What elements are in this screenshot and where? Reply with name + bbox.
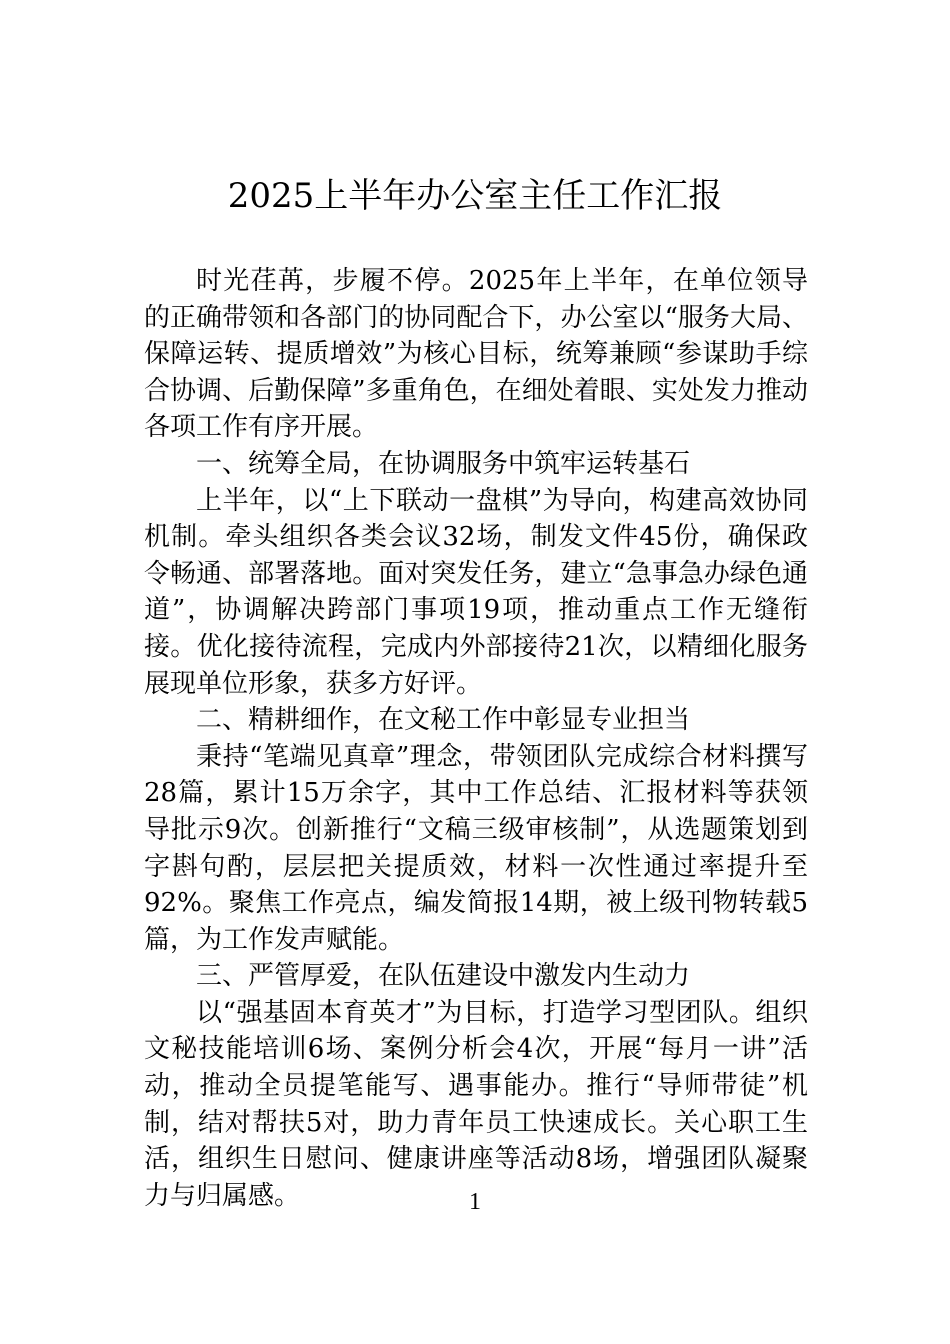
document-title: 2025上半年办公室主任工作汇报 bbox=[227, 176, 723, 216]
document-body bbox=[144, 263, 808, 1214]
section-heading-3: 三、严管厚爱，在队伍建设中激发内生动力 bbox=[196, 961, 691, 992]
section-paragraph-1: 上半年，以“上下联动一盘棋”为导向，构建高效协同机制。牵头组织各类会议32场，制发文件45份，确保政令畅通、部署落地。面对突发任务，建立“急事急办绿色通道”，协调解决跨部门事项19项，推动重点工作无缝衔接。优化接待流程，完成内外部接待21次，以精细化服务展现单位形象，获多方好评。 bbox=[144, 485, 808, 699]
section-heading-1: 一、统筹全局，在协调服务中筑牢运转基石 bbox=[196, 448, 691, 479]
section-paragraph-2: 秉持“笔端见真章”理念，带领团队完成综合材料撰写28篇，累计15万余字，其中工作总结、汇报材料等获领导批示9次。创新推行“文稿三级审核制”，从选题策划到字斟句酌，层层把关提质效，材料一次性通过率提升至92%。聚焦工作亮点，编发简报14期，被上级刊物转载5篇，为工作发声赋能。 bbox=[144, 741, 808, 955]
page-number: 1 bbox=[469, 1189, 481, 1215]
section-heading-2: 二、精耕细作，在文秘工作中彰显专业担当 bbox=[196, 705, 691, 736]
section-paragraph-3: 以“强基固本育英才”为目标，打造学习型团队。组织文秘技能培训6场、案例分析会4次，开展“每月一讲”活动，推动全员提笔能写、遇事能办。推行“导师带徒”机制，结对帮扶5对，助力青年员工快速成长。关心职工生活，组织生日慰问、健康讲座等活动8场，增强团队凝聚力与归属感。 bbox=[144, 997, 808, 1211]
intro-paragraph: 时光荏苒，步履不停。2025年上半年，在单位领导的正确带领和各部门的协同配合下，办公室以“服务大局、保障运转、提质增效”为核心目标，统筹兼顾“参谋助手综合协调、后勤保障”多重角色，在细处着眼、实处发力推动各项工作有序开展。 bbox=[144, 266, 808, 443]
